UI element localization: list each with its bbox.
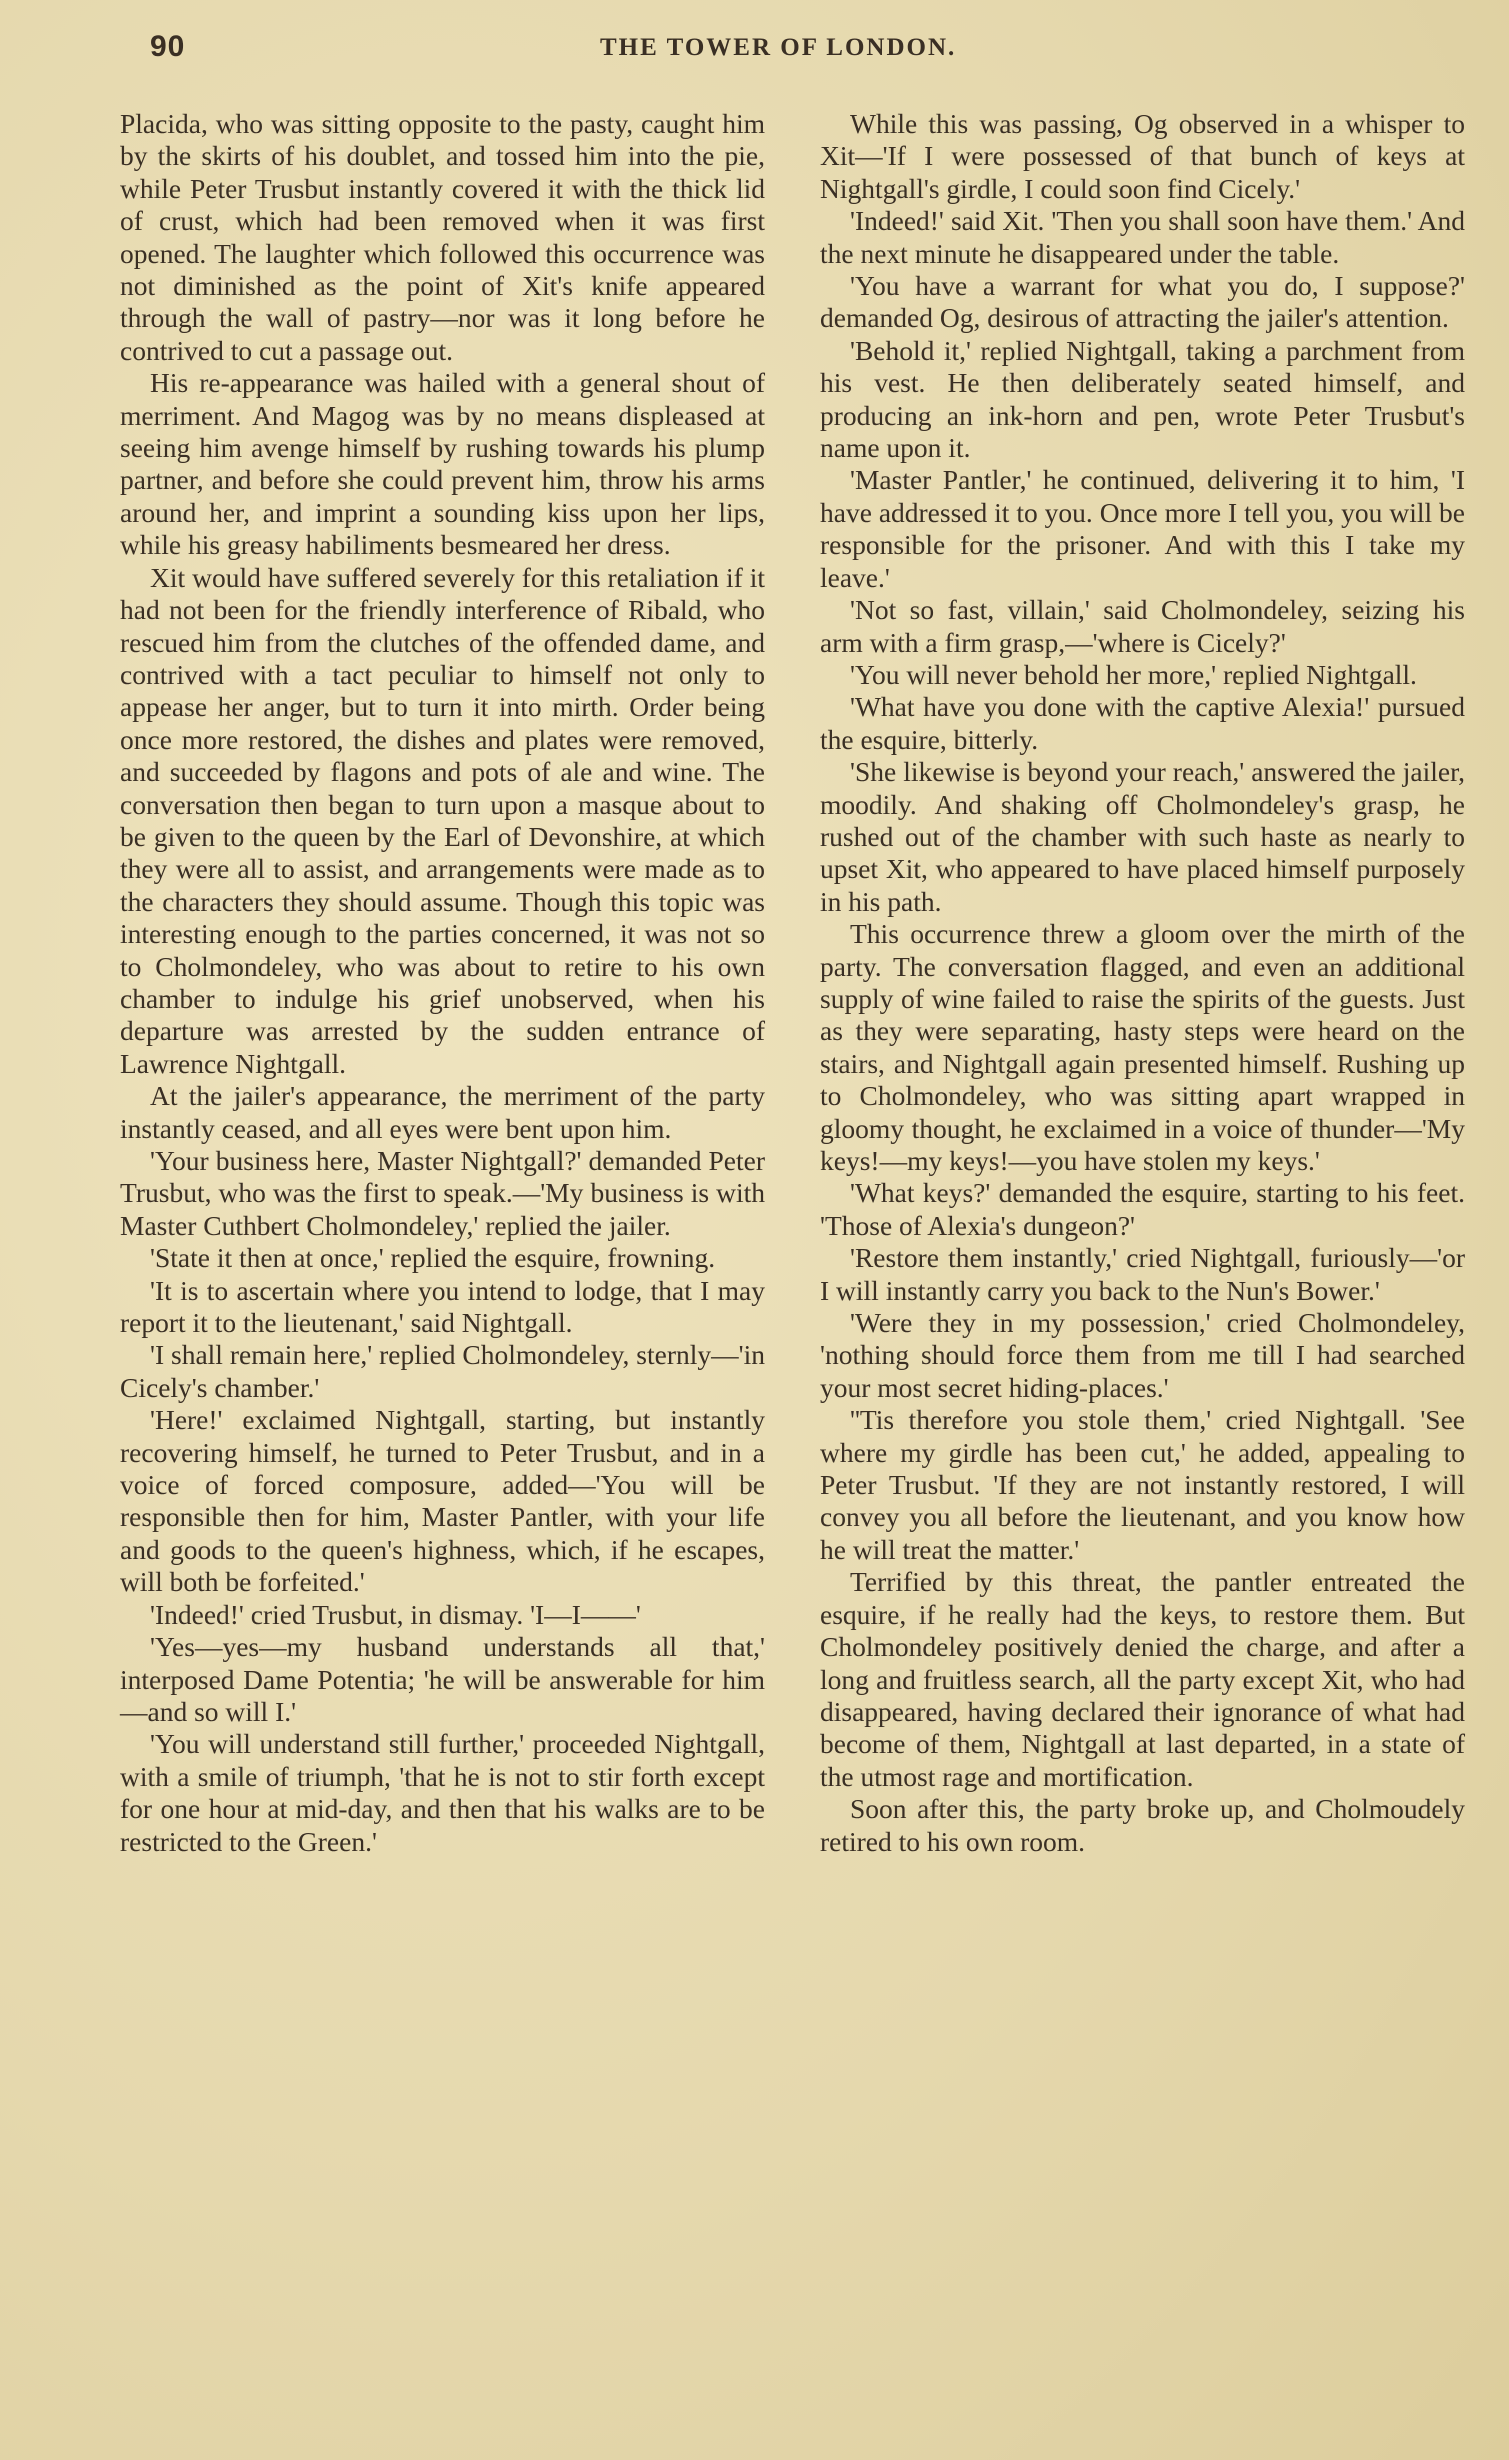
page-header <box>150 30 1460 74</box>
paragraph: While this was passing, Og observed in a whisper to Xit—'If I were possessed of that bunch of keys at Nightgall's girdle, I could soon find Cicely.' <box>820 108 1465 204</box>
paragraph: 'What have you done with the captive Alexia!' pursued the esquire, bitterly. <box>820 691 1465 755</box>
paragraph: 'You will understand still further,' proceeded Nightgall, with a smile of triumph, 'that he is not to stir forth except for one hour at mid-day, and then that his walks are to be restricted to the Green.' <box>120 1728 765 1857</box>
paragraph: Terrified by this threat, the pantler entreated the esquire, if he really had the keys, to restore them. But Cholmondeley positively denied the charge, and after a long and fruitless search, all the party except Xit, who had disappeared, having declared their ignorance of what had become of them, Nightgall at last departed, in a state of the utmost rage and mortification. <box>820 1566 1465 1792</box>
running-title: THE TOWER OF LONDON. <box>600 34 957 61</box>
paragraph: 'Behold it,' replied Nightgall, taking a parchment from his vest. He then deliberately seated himself, and producing an ink-horn and pen, wrote Peter Trusbut's name upon it. <box>820 334 1465 464</box>
paragraph: 'Indeed!' cried Trusbut, in dismay. 'I—I——' <box>150 1598 641 1630</box>
paragraph: 'You have a warrant for what you do, I suppose?' demanded Og, desirous of attracting the jailer's attention. <box>820 270 1465 334</box>
paragraph: 'You will never behold her more,' replied Nightgall. <box>850 658 1417 690</box>
paragraph: 'State it then at once,' replied the esquire, frowning. <box>150 1242 716 1274</box>
paragraph: At the jailer's appearance, the merriment of the party instantly ceased, and all eyes were bent upon him. <box>120 1080 765 1144</box>
paragraph: 'Yes—yes—my husband understands all that,' interposed Dame Potentia; 'he will be answerable for him—and so will I.' <box>120 1631 765 1727</box>
paragraph: 'Not so fast, villain,' said Cholmondeley, seizing his arm with a firm grasp,—'where is Cicely?' <box>820 594 1465 658</box>
paragraph: Soon after this, the party broke up, and Cholmoudely retired to his own room. <box>820 1793 1465 1857</box>
paragraph: His re-appearance was hailed with a general shout of merriment. And Magog was by no means displeased at seeing him avenge himself by rushing towards his plump partner, and before she could prevent him, throw his arms around her, and imprint a sounding kiss upon her lips, while his greasy habiliments besmeared her dress. <box>120 367 765 561</box>
paragraph: 'Restore them instantly,' cried Nightgall, furiously—'or I will instantly carry you back to the Nun's Bower.' <box>820 1242 1465 1306</box>
paragraph: 'It is to ascertain where you intend to lodge, that I may report it to the lieutenant,' said Nightgall. <box>120 1274 765 1339</box>
paragraph: 'I shall remain here,' replied Cholmondeley, sternly—'in Cicely's chamber.' <box>120 1339 765 1403</box>
paragraph: Xit would have suffered severely for this retaliation if it had not been for the friendly interference of Ribald, who rescued him from the clutches of the offended dame, and contrived with a tact peculiar to himself not only to appease her anger, but to turn it into mirth. Order being once more restored, the dishes and plates were removed, and succeeded by flagons and pots of ale and wine. The conversation then began to turn upon a masque about to be given to the queen by the Earl of Devonshire, at which they were all to assist, and arrangements were made as to the characters they should assume. Though this topic was interesting enough to the parties concerned, it was not so to Cholmondeley, who was about to retire to his own chamber to indulge his grief unobserved, when his departure was arrested by the sudden entrance of Lawrence Nightgall. <box>120 561 765 1079</box>
left-column <box>120 108 765 1858</box>
paragraph: This occurrence threw a gloom over the mirth of the party. The conversation flagged, and even an additional supply of wine failed to raise the spirits of the guests. Just as they were separating, hasty steps were heard on the stairs, and Nightgall again presented himself. Rushing up to Cholmondeley, who was sitting apart wrapped in gloomy thought, he exclaimed in a voice of thunder—'My keys!—my keys!—you have stolen my keys.' <box>820 918 1465 1176</box>
paragraph: 'Here!' exclaimed Nightgall, starting, but instantly recovering himself, he turned to Peter Trusbut, and in a voice of forced composure, added—'You will be responsible then for him, Master Pantler, with your life and goods to the queen's highness, which, if he escapes, will both be forfeited.' <box>120 1404 765 1598</box>
page-number: 90 <box>150 30 186 63</box>
paragraph: 'Were they in my possession,' cried Cholmondeley, 'nothing should force them from me till I had searched your most secret hiding-places.' <box>820 1307 1465 1403</box>
paragraph: 'She likewise is beyond your reach,' answered the jailer, moodily. And shaking off Cholmondeley's grasp, he rushed out of the chamber with such haste as nearly to upset Xit, who appeared to have placed himself purposely in his path. <box>820 756 1465 917</box>
right-column <box>820 108 1465 1858</box>
paragraph: 'Master Pantler,' he continued, delivering it to him, 'I have addressed it to you. Once more I tell you, you will be responsible for the prisoner. And with this I take my leave.' <box>820 464 1465 593</box>
paragraph: Placida, who was sitting opposite to the pasty, caught him by the skirts of his doublet, and tossed him into the pie, while Peter Trusbut instantly covered it with the thick lid of crust, which had been removed when it was first opened. The laughter which followed this occurrence was not diminished as the point of Xit's knife appeared through the wall of pastry—nor was it long before he contrived to cut a passage out. <box>120 108 765 366</box>
paragraph: ''Tis therefore you stole them,' cried Nightgall. 'See where my girdle has been cut,' he added, appealing to Peter Trusbut. 'If they are not instantly restored, I will convey you all before the lieutenant, and you know how he will treat the matter.' <box>820 1404 1465 1565</box>
paragraph: 'Your business here, Master Nightgall?' demanded Peter Trusbut, who was the first to speak.—'My business is with Master Cuthbert Cholmondeley,' replied the jailer. <box>120 1145 765 1241</box>
paragraph: 'Indeed!' said Xit. 'Then you shall soon have them.' And the next minute he disappeared under the table. <box>820 205 1465 269</box>
paragraph: 'What keys?' demanded the esquire, starting to his feet. 'Those of Alexia's dungeon?' <box>820 1177 1465 1241</box>
